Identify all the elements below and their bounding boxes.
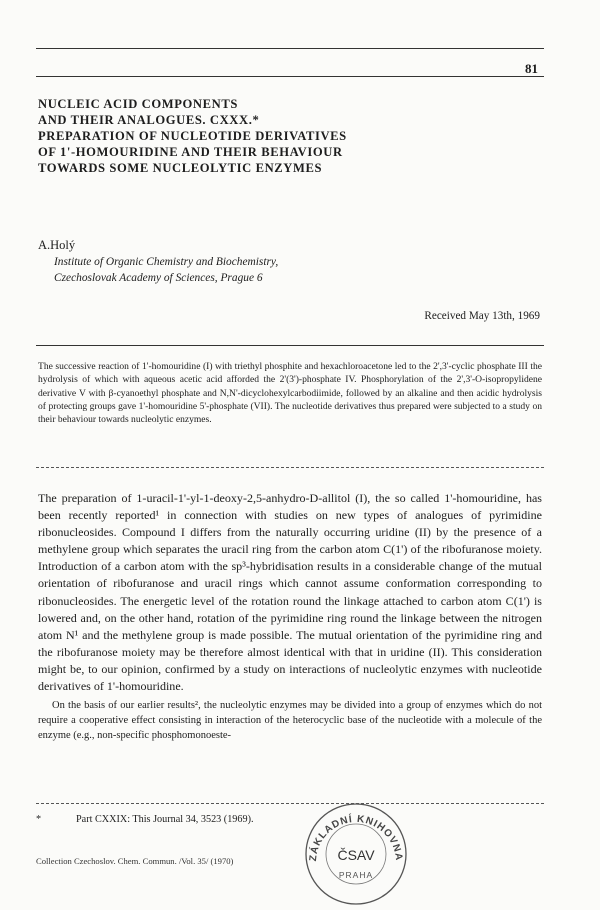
main-title-line: TOWARDS SOME NUCLEOLYTIC ENZYMES: [38, 161, 323, 175]
stamp-center-text: ČSAV: [337, 847, 375, 863]
affiliation: [54, 255, 278, 286]
main-title-line: PREPARATION OF NUCLEOTIDE DERIVATIVES: [38, 129, 347, 143]
abstract-rule-bottom: [36, 467, 544, 468]
article-title: [38, 96, 538, 176]
header-rule-top: [36, 48, 544, 49]
abstract: [38, 360, 542, 426]
received-date: Received May 13th, 1969: [424, 310, 540, 322]
page-number: 81: [525, 61, 538, 76]
footnote-rule: [36, 803, 544, 804]
author: A.Holý: [38, 238, 76, 252]
library-stamp: [300, 798, 412, 910]
series-title-line: NUCLEIC ACID COMPONENTS: [38, 97, 238, 111]
footnote-marker: *: [36, 814, 42, 825]
body-text: [38, 490, 542, 744]
affiliation-line: Institute of Organic Chemistry and Biochemistry,: [54, 256, 279, 268]
body-paragraph: The preparation of 1-uracil-1'-yl-1-deoxy-2,5-anhydro-D-allitol (I), the so called 1'-homouridine, has been recently reported¹ in connection with studies on new types of analogues of pyrimidine ribonucleosides. Compound I differs from the naturally occurring uridine (II) by the presence of a methylene group which separates the uracil ring from the carbon atom C(1') of the ribofuranose moiety. Introduction of a carbon atom with the sp³-hybridisation results in a considerable change of the mutual orientation of ribofuranose and uracil rings which cannot assume conformation corresponding to ribonucleosides. The energetic level of the rotation round the linkage attached to carbon atom C(1') is lowered and, on the other hand, rotation of the pyrimidine ring round the linkage between the nitrogen atom N¹ and the methylene group is made possible. The mutual orientation of the pyrimidine ring and the ribofuranose moiety may be therefore almost identical with that in uridine (II). This consideration might be, to our opinion, confirmed by a study on interactions of nucleolytic enzymes with nucleotide derivatives of 1'-homouridine.: [38, 491, 542, 694]
journal-footer: Collection Czechoslov. Chem. Commun. /Vol. 35/ (1970): [36, 856, 234, 866]
footnote: [36, 814, 254, 825]
abstract-rule-top: [36, 345, 544, 346]
series-title-line: AND THEIR ANALOGUES. CXXX.*: [38, 113, 260, 127]
header-rule-bottom: [36, 76, 544, 77]
abstract-text: The successive reaction of 1'-homouridine (I) with triethyl phosphite and hexachloroacetone led to the 2',3'-cyclic phosphate III the hydrolysis of which with aqueous acetic acid afforded the 2'(3')-phosphate IV. Phosphorylation of the 2',3'-O-isopropylidene derivative V with β-cyanoethyl phosphate and N,N'-dicyclohexylcarbodiimide, followed by an alkaline and then acidic hydrolysis of protecting groups gave 1'-homouridine 5'-phosphate (VII). The nucleotide derivatives thus prepared were subjected to a study on their behaviour towards nucleolytic enzymes.: [38, 361, 542, 426]
stamp-arc-text: ZÁKLADNÍ KNIHOVNA: [307, 813, 405, 862]
stamp-bottom-text: PRAHA: [338, 870, 374, 880]
footnote-text: Part CXXIX: This Journal 34, 3523 (1969).: [76, 814, 254, 825]
affiliation-line: Czechoslovak Academy of Sciences, Prague 6: [54, 271, 263, 284]
body-paragraph: On the basis of our earlier results², the nucleolytic enzymes may be divided into a group of enzymes which do not require a cooperative effect consisting in interaction of the heterocyclic base of the nucleotide with a molecule of the enzyme (e.g., non-specific phosphomonoeste-: [38, 700, 542, 741]
main-title-line: OF 1'-HOMOURIDINE AND THEIR BEHAVIOUR: [38, 145, 343, 159]
